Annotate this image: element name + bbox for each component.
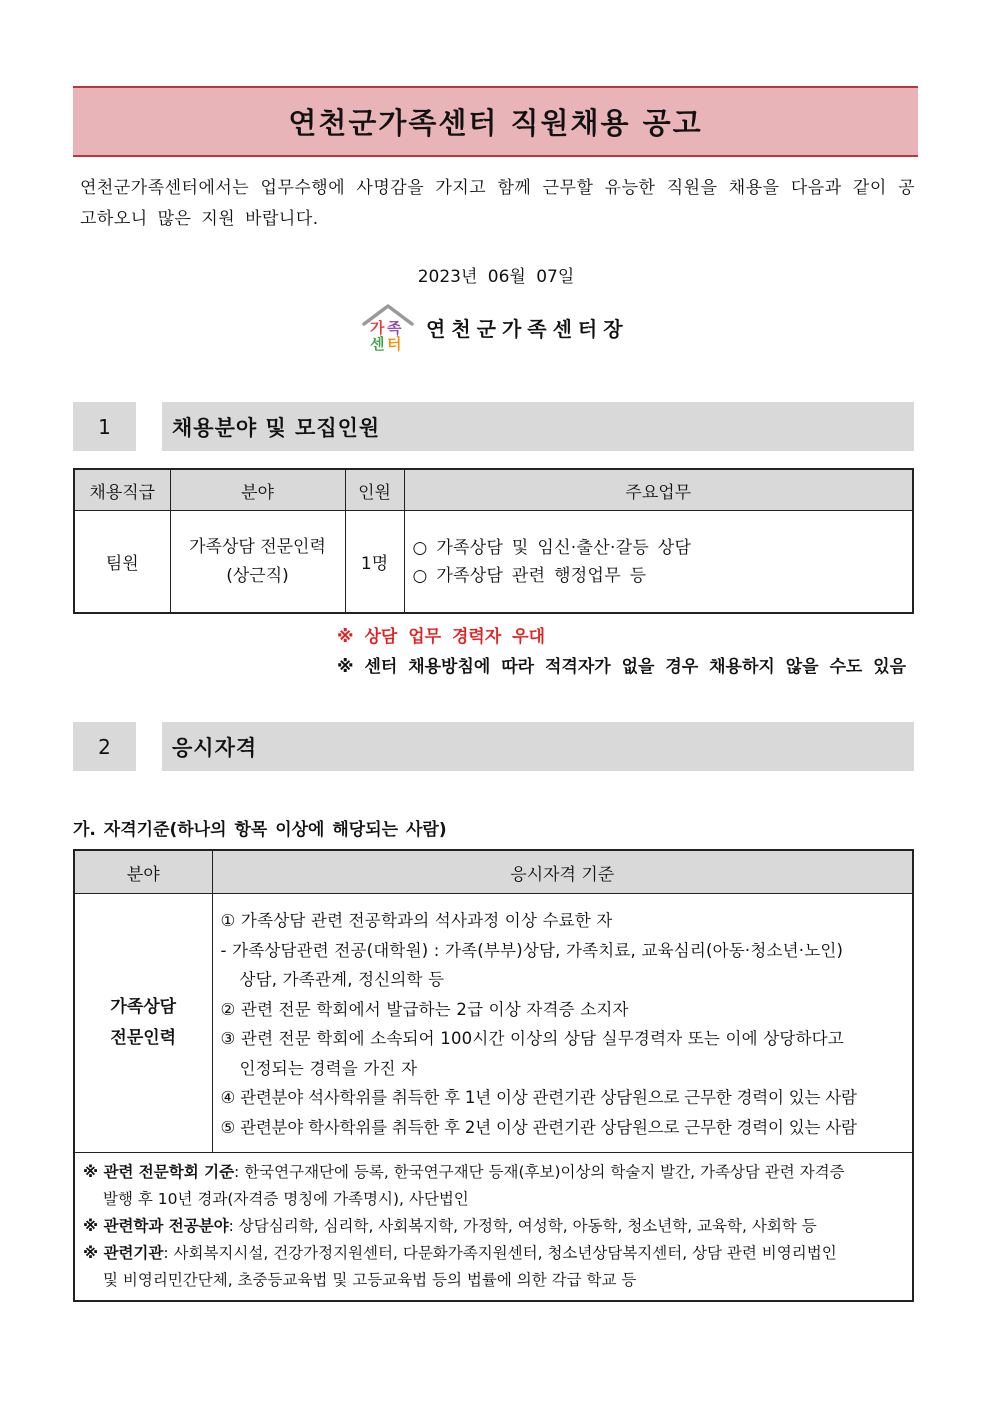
criteria-cell — [212, 894, 913, 1153]
field-cell — [74, 894, 212, 1153]
table-header-row — [74, 469, 913, 511]
criteria-item: ② 관련 전문 학회에서 발급하는 2급 이상 자격증 소지자 — [220, 999, 629, 1019]
qualification-table — [73, 849, 914, 1302]
qualification-subheading: 가. 자격기준(하나의 항목 이상에 해당되는 사람) — [73, 820, 447, 840]
column-header: 분야 — [74, 850, 212, 894]
duty-item: ○ 가족상담 및 임신·출산·갈등 상담 — [412, 537, 692, 558]
footnote-text: : 상담심리학, 심리학, 사회복지학, 가정학, 여성학, 아동학, 청소년학, 교육학, 사회학 등 — [228, 1217, 817, 1235]
rank-cell: 팀원 — [74, 511, 170, 614]
house-logo-icon — [360, 302, 416, 352]
field-line: 가족상담 — [110, 997, 177, 1017]
column-header: 채용직급 — [74, 469, 170, 511]
column-header: 주요업무 — [404, 469, 913, 511]
footnote-row — [74, 1153, 913, 1302]
count-cell: 1명 — [345, 511, 404, 614]
signature-block — [360, 302, 629, 352]
logo-char-4: 터 — [387, 335, 402, 352]
criteria-item: ⑤ 관련분야 학사학위를 취득한 후 2년 이상 관련기관 상담원으로 근무한 경력이 있는 사람 — [220, 1117, 857, 1137]
section-number: 2 — [73, 722, 136, 771]
section-1-notes — [337, 622, 906, 682]
footnote-text: : 한국연구재단에 등록, 한국연구재단 등재(후보)이상의 학술지 발간, 가족상담 관련 자격증 — [234, 1163, 845, 1181]
table-row — [74, 894, 913, 1153]
field-cell — [170, 511, 345, 614]
footnote-cont: 발행 후 10년 경과(자격증 명칭에 가족명시), 사단법인 — [103, 1190, 469, 1208]
note-policy: ※ 센터 채용방침에 따라 적격자가 없을 경우 채용하지 않을 수도 있음 — [337, 657, 907, 677]
criteria-item: - 가족상담관련 전공(대학원) : 가족(부부)상담, 가족치료, 교육심리(아동·청소년·노인) — [220, 940, 844, 960]
intro-paragraph: 연천군가족센터에서는 업무수행에 사명감을 가지고 함께 근무할 유능한 직원을 채용을 다음과 같이 공고하오니 많은 지원 바랍니다. — [80, 178, 915, 229]
criteria-item: 상담, 가족관계, 정신의학 등 — [239, 970, 445, 989]
footnote-label: ※ 관련학과 전공분야 — [83, 1217, 229, 1235]
criteria-item: 인정되는 경력을 가진 자 — [239, 1058, 418, 1078]
logo-char-2: 족 — [387, 319, 402, 337]
page-title: 연천군가족센터 직원채용 공고 — [288, 106, 703, 140]
footnote-cont: 및 비영리민간단체, 초중등교육법 및 고등교육법 등의 법률에 의한 각급 학교 등 — [103, 1271, 637, 1289]
family-center-logo — [360, 302, 416, 352]
table-row — [74, 511, 913, 614]
title-banner — [73, 86, 918, 157]
section-1-header — [73, 402, 914, 451]
notice-date: 2023년 06월 07일 — [417, 267, 575, 287]
footnote-label: ※ 관련기관 — [83, 1244, 164, 1262]
criteria-item: ① 가족상담 관련 전공학과의 석사과정 이상 수료한 자 — [220, 911, 613, 930]
criteria-item: ④ 관련분야 석사학위를 취득한 후 1년 이상 관련기관 상담원으로 근무한 경력이 있는 사람 — [220, 1088, 857, 1107]
section-title: 채용분야 및 모집인원 — [162, 402, 914, 451]
duty-item: ○ 가족상담 관련 행정업무 등 — [412, 565, 647, 586]
recruitment-table — [73, 468, 914, 614]
duties-cell — [404, 511, 913, 614]
table-header-row — [74, 850, 913, 894]
logo-char-3: 센 — [370, 335, 385, 352]
logo-char-1: 가 — [370, 319, 385, 337]
section-number: 1 — [73, 402, 136, 451]
criteria-item: ③ 관련 전문 학회에 소속되어 100시간 이상의 상담 실무경력자 또는 이에 상당하다고 — [220, 1029, 844, 1048]
field-line: (상근직) — [226, 565, 289, 586]
note-preference: ※ 상담 업무 경력자 우대 — [337, 627, 545, 647]
section-title: 응시자격 — [162, 722, 914, 771]
footnote — [83, 1240, 902, 1267]
footnote — [83, 1159, 902, 1186]
column-header: 응시자격 기준 — [212, 850, 913, 894]
footnotes-cell — [74, 1153, 913, 1302]
footnote-text: : 사회복지시설, 건강가정지원센터, 다문화가족지원센터, 청소년상담복지센터, 상담 관련 비영리법인 — [163, 1244, 837, 1262]
column-header: 인원 — [345, 469, 404, 511]
section-2-header — [73, 722, 914, 771]
organization-name: 연천군가족센터장 — [426, 316, 629, 341]
footnote — [83, 1213, 902, 1240]
field-line: 전문인력 — [110, 1028, 177, 1048]
column-header: 분야 — [170, 469, 345, 511]
field-line: 가족상담 전문인력 — [189, 536, 326, 557]
footnote-label: ※ 관련 전문학회 기준 — [83, 1163, 235, 1181]
